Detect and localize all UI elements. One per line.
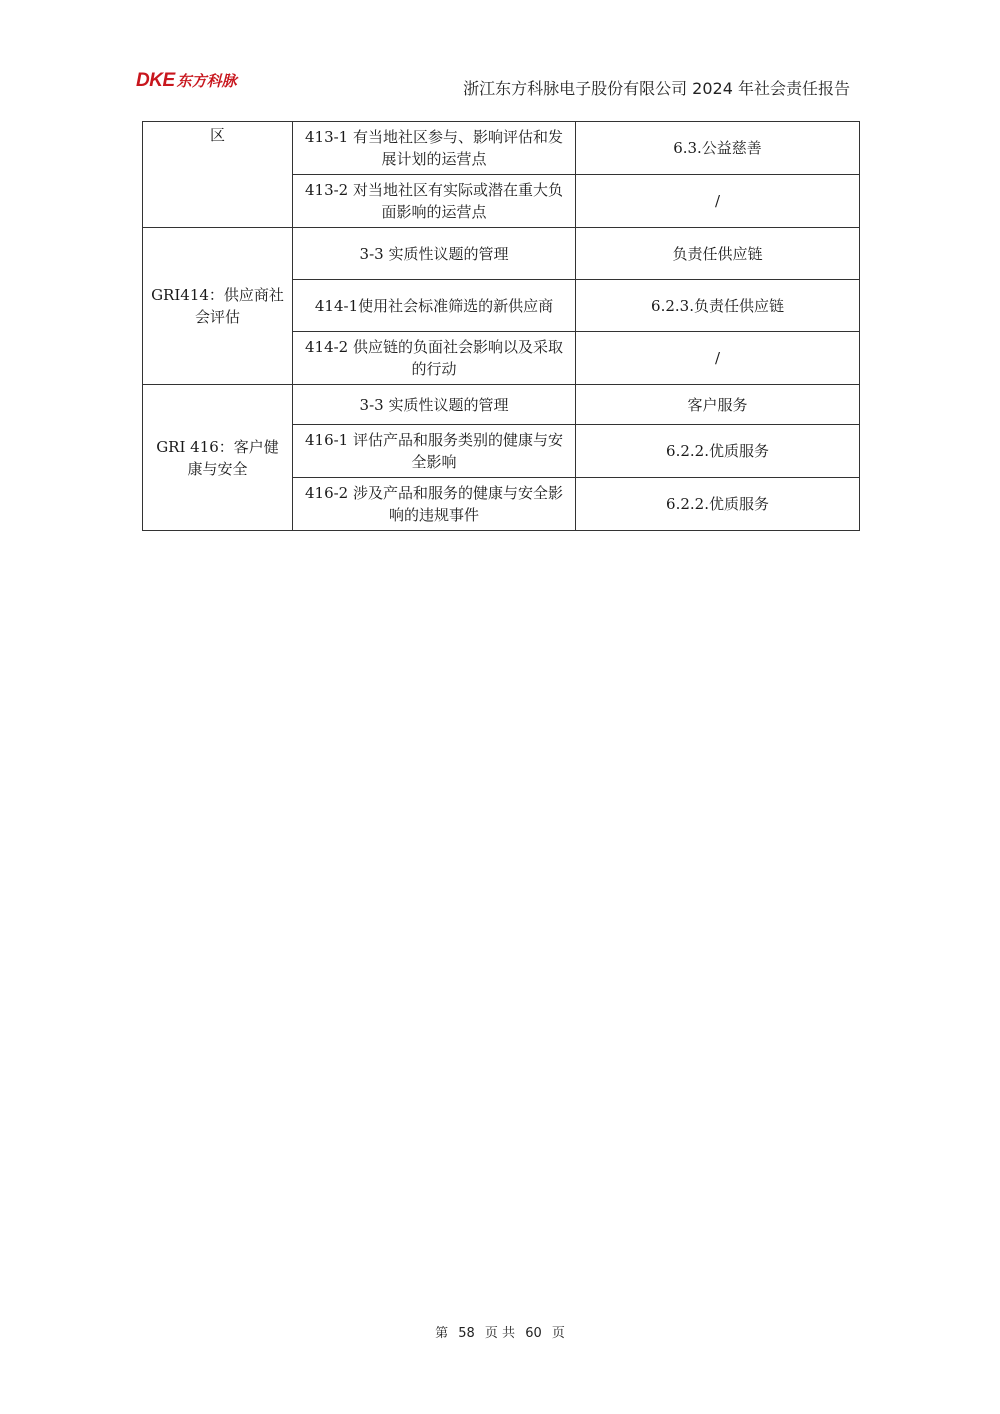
table-cell: 3-3 实质性议题的管理 [293,385,576,425]
page-prefix: 第 [435,1326,449,1341]
table-row [143,228,860,280]
page-footer [0,1322,1000,1341]
page-number: 58 [458,1326,475,1341]
table-cell: 6.2.2.优质服务 [576,425,860,478]
table-cell: 414-1使用社会标准筛选的新供应商 [293,280,576,332]
table-cell: 6.2.2.优质服务 [576,478,860,531]
table-cell: 414-2 供应链的负面社会影响以及采取的行动 [293,332,576,385]
table-cell: 负责任供应链 [576,228,860,280]
page-mid: 页 共 [484,1326,516,1341]
table-cell: 6.2.3.负责任供应链 [576,280,860,332]
table-row [143,122,860,175]
table-cell: / [576,175,860,228]
report-title: 浙江东方科脉电子股份有限公司 2024 年社会责任报告 [463,79,850,98]
table-cell: 413-1 有当地社区参与、影响评估和发展计划的运营点 [293,122,576,175]
total-pages: 60 [525,1326,542,1341]
table-row [143,385,860,425]
table-cell: 6.3.公益慈善 [576,122,860,175]
logo-chinese-name: 东方科脉 [176,72,237,90]
table-cell: GRI 416：客户健康与安全 [143,385,293,531]
table-cell: 客户服务 [576,385,860,425]
logo-mark: DKE [136,70,175,91]
company-logo [136,70,237,92]
table-cell: 区 [143,122,293,228]
table-cell: 416-2 涉及产品和服务的健康与安全影响的违规事件 [293,478,576,531]
table-cell: 416-1 评估产品和服务类别的健康与安全影响 [293,425,576,478]
table-cell: / [576,332,860,385]
page-suffix: 页 [551,1326,565,1341]
table-cell: GRI414：供应商社会评估 [143,228,293,385]
gri-index-table [142,121,860,531]
table-cell: 3-3 实质性议题的管理 [293,228,576,280]
table-cell: 413-2 对当地社区有实际或潜在重大负面影响的运营点 [293,175,576,228]
